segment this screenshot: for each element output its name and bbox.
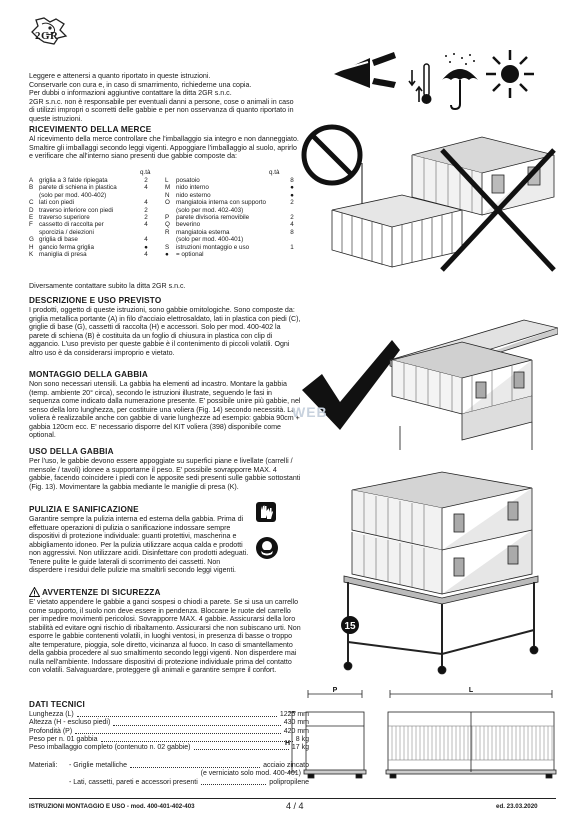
parts-cell: istruzioni montaggio e uso (176, 243, 250, 251)
material-value: acciaio zincato (263, 762, 309, 769)
footer-rule (29, 798, 556, 799)
parts-cell: D (29, 206, 34, 214)
tech-data-row (29, 728, 309, 736)
parts-cell: R (165, 228, 170, 236)
watermark: WEB (292, 404, 328, 420)
parts-table (29, 177, 298, 258)
hanging-prohibited-illustration (292, 115, 558, 285)
material-row: (e verniciato solo mod. 400-401) (200, 770, 301, 778)
section-title-montaggio: MONTAGGIO DELLA GABBIA (29, 370, 149, 379)
parts-row (29, 177, 298, 184)
parts-cell: K (29, 251, 34, 259)
parts-cell: F (29, 221, 33, 229)
parts-cell: nido esterno (176, 191, 211, 199)
parts-cell: O (165, 199, 170, 207)
parts-cell: ● (165, 251, 169, 259)
stacked-cages-trolley-illustration (292, 470, 558, 680)
parts-cell: traverso inferiore con piedi (39, 206, 114, 214)
parts-cell: 8 (290, 177, 294, 184)
dim-h-label: H (285, 740, 291, 747)
parts-cell: 4 (144, 199, 148, 207)
intro-line: Per dubbi o informazioni aggiuntive contattare la ditta 2GR s.n.c. (29, 89, 232, 97)
gloves-icon (256, 502, 276, 522)
tech-key: Altezza (H - escluso piedi) (29, 719, 111, 727)
tech-data-row (29, 744, 309, 752)
dimension-drawings (279, 686, 560, 790)
parts-row (29, 192, 298, 199)
ricevimento-note: Diversamente contattare subito la ditta 2GR s.n.c. (29, 282, 186, 290)
parts-cell: M (165, 184, 171, 192)
parts-row (29, 214, 298, 221)
footer-edition: ed. 23.03.2020 (496, 803, 538, 810)
uso-text: Per l'uso, le gabbie devono essere appoggiate su superfici piane e livellate (carrelli / mensole / tavoli) idonee a supportarne il peso. E' possibile sovrapporre MAX. 4 gabbie, facendo coincidere i piedi con le apposite sedi presenti sulle gabbie sottostanti (Fig. 13). Movimentare la gabbia mediante le maniglie di presa (K). (29, 457, 301, 491)
parts-cell: 2 (144, 177, 148, 184)
avvertenze-text: E' vietato appendere le gabbie a ganci sospesi o chiodi a parete. Se si usa un carrello come supporto, il suolo non deve essere in pendenza. Bloccare le ruote del carrello per impedire movimenti pericolosi. Sovrapporre MAX. 4 gabbie. Assicurarsi della loro stabilità ed evitare ogni rischio di ribaltamento. Assicurarsi che non subiscano urti. Non esporre le gabbie contenenti volatili, in luoghi ventosi, in presenza di basse o troppo alte temperature, pioggia, sole diretto, vicinanza al fuoco. In caso di smantellamento della gabbia procedere al suo smaltimento secondo leggi vigenti. Non disperdere mai nulla nell'ambiente. Indossare dispositivi di protezione individuale prima del contatto con volatili. Salvaguardare, proteggere gli animali e garantire sempre il confort. (29, 598, 301, 674)
parts-cell: mangiatoia esterna (176, 228, 230, 236)
parts-cell: traverso superiore (39, 214, 90, 222)
section-title-pulizia: PULIZIA E SANIFICAZIONE (29, 505, 139, 514)
parts-cell: 2 (290, 214, 294, 222)
parts-cell: 4 (290, 221, 294, 229)
parts-cell: E (29, 214, 34, 222)
parts-cell (29, 229, 39, 236)
parts-cell (141, 229, 151, 236)
tech-data-list (29, 711, 309, 752)
intro-line: Leggere e attenersi a quanto riportato in queste istruzioni. (29, 72, 211, 80)
parts-cell: N (165, 191, 170, 199)
tech-data-row (29, 719, 309, 727)
page-number: 4 / 4 (286, 801, 304, 811)
parts-cell: (solo per mod. 400-402) (39, 191, 107, 199)
shelf-ok-illustration (292, 300, 558, 470)
tech-data-row (29, 736, 309, 744)
parts-cell: parete divisoria removibile (176, 214, 250, 222)
section-title-dati: DATI TECNICI (29, 700, 85, 709)
parts-cell (165, 207, 176, 214)
parts-cell: 2 (144, 214, 148, 222)
parts-cell: posatoio (176, 177, 200, 184)
parts-cell: lati con piedi (39, 199, 75, 207)
parts-cell: griglia a 3 falde ripiegata (39, 177, 108, 184)
footer-doc-title: ISTRUZIONI MONTAGGIO E USO - mod. 400-401-402-403 (29, 803, 195, 810)
parts-row (29, 251, 298, 258)
ricevimento-text: Al ricevimento della merce controllare che l'imballaggio sia integro e non danneggiato. Smaltire gli imballaggi secondo leggi vigenti. Appoggiare l'imballaggio al suolo, aprirlo e verificare che all'interno siano presenti due gabbie composte da: (29, 135, 299, 160)
parts-cell: S (165, 243, 170, 251)
parts-cell: A (29, 177, 34, 184)
parts-cell: beverino (176, 221, 201, 229)
parts-cell: maniglia di presa (39, 251, 87, 259)
parts-cell (29, 192, 39, 199)
parts-cell: 4 (144, 236, 148, 244)
parts-cell: nido interno (176, 184, 209, 192)
tech-value: 1225 mm (279, 711, 309, 718)
parts-cell: 4 (144, 221, 148, 229)
section-title-ricevimento: RICEVIMENTO DELLA MERCE (29, 125, 152, 134)
parts-cell: P (165, 214, 170, 222)
material-key: - Griglie metalliche (69, 762, 127, 769)
intro-text (29, 72, 299, 123)
parts-cell: (solo per mod. 402-403) (176, 206, 244, 214)
section-title-avvertenze: AVVERTENZE DI SICUREZZA (42, 588, 161, 597)
tech-key: Profondità (P) (29, 727, 73, 735)
parts-cell: 4 (144, 184, 148, 192)
section-title-descrizione: DESCRIZIONE E USO PREVISTO (29, 296, 162, 305)
qta-label-right: q.tà (269, 169, 280, 176)
figure-15-label: 15 (344, 621, 356, 632)
tech-value: 17 kg (291, 744, 309, 752)
parts-cell: mangiatoia interna con supporto (176, 199, 266, 207)
parts-cell: griglia di base (39, 236, 78, 244)
parts-cell: cassetto di raccolta per (39, 221, 104, 229)
parts-cell: = optional (176, 251, 204, 259)
parts-cell: 2 (144, 206, 148, 214)
materials-list (29, 762, 309, 787)
parts-cell: gancio ferma griglia (39, 243, 94, 251)
thermometer-icon (408, 62, 438, 106)
parts-cell: 4 (144, 251, 148, 259)
material-key: - Lati, cassetti, pareti e accessori presenti (69, 778, 198, 786)
material-row (29, 762, 309, 770)
section-title-uso: USO DELLA GABBIA (29, 447, 114, 456)
wind-icon (330, 48, 400, 90)
pulizia-text: Garantire sempre la pulizia interna ed esterna della gabbia. Prima di effettuare operazioni di pulizia o sanificazione indossare sempre dispositivi di protezione individuale: guanti protettivi, mascherina e abbigliamento idoneo. Per la pulizia utilizzare acqua calda e prodotti non aggressivi. Non utilizzare acidi. Disinfettare con prodotti adeguati. Tenere pulite le guide laterali di scorrimento dei cassetti. Non disperdere i residui delle pulizie ma smaltirli secondo leggi vigenti. (29, 515, 249, 574)
tech-key: Lunghezza (L) (29, 711, 74, 718)
tech-key: Peso per n. 01 gabbia (29, 735, 98, 743)
tech-data-row (29, 711, 309, 719)
tech-value: 420 mm (283, 727, 309, 735)
descrizione-text: I prodotti, oggetto di queste istruzioni, sono gabbie ornitologiche. Sono composte da: griglia metallica portante (A) in filo d'acciaio elettrosaldato, lati in plastica con piedi (C), griglie di base (G), cassetti di raccolta (H) e accessori. Solo per mod. 400-402 la parete di schiena (B) è costituita da un foglio di chiusura in plastica con clip di aggancio. L'uso previsto per queste gabbie è il contenimento di piccoli volatili. Ogni altro uso è da considerarsi improprio e vietato. (29, 306, 301, 357)
dim-l-label: L (468, 687, 474, 694)
parts-cell: B (29, 184, 34, 192)
parts-cell: H (29, 243, 34, 251)
parts-row (29, 184, 298, 191)
parts-cell: Q (165, 221, 170, 229)
tech-key: Peso imballaggio completo (contenuto n. 02 gabbie) (29, 744, 191, 752)
sun-icon (484, 48, 536, 100)
parts-row (29, 236, 298, 243)
parts-cell: parete di schiena in plastica (39, 184, 117, 192)
parts-row (29, 221, 298, 228)
intro-line: Conservarle con cura e, in caso di smarrimento, richiederne una copia. (29, 80, 252, 89)
parts-row (29, 244, 298, 251)
parts-row (29, 207, 298, 214)
material-row (29, 779, 309, 787)
parts-cell (141, 192, 151, 199)
material-value: polipropilene (269, 778, 309, 786)
parts-cell: 8 (290, 228, 294, 236)
logo-text: 2GR (35, 30, 59, 42)
mask-icon (256, 537, 278, 559)
parts-cell: C (29, 199, 34, 207)
parts-cell: G (29, 236, 34, 244)
parts-cell (165, 236, 176, 243)
parts-cell: sporcizia / deiezioni (39, 228, 94, 236)
parts-row (29, 229, 298, 236)
parts-cell: (solo per mod. 400-401) (176, 236, 244, 244)
parts-row (29, 199, 298, 206)
intro-line: 2GR s.n.c. non è responsabile per eventuali danni a persone, cose o animali in caso di utilizzi impropri o scorretti delle gabbie e per non osservanza di quanto riportato in queste istruzioni. (29, 97, 294, 123)
tech-value: 430 mm (283, 719, 309, 727)
parts-cell: 1 (290, 243, 294, 251)
tech-value: 8 kg (295, 735, 309, 743)
montaggio-text: Non sono necessari utensili. La gabbia ha elementi ad incastro. Montare la gabbia (temp. ambiente 20° circa), secondo le istruzioni illustrate, seguendo le fasi in sequenza come indicato dalla numerazione presente. E' possibile unire più gabbie, nel senso della loro lunghezza, per costituire una voliera (Fig. 14) secondo necessità. La voliera è realizzabile anche con gabbie di varie lunghezze ad esempio: gabbia 90cm + gabbia 120cm ecc. E' necessario disporre del KIT voliera (398) disponibile come optional. (29, 380, 301, 439)
warning-icon (29, 587, 40, 597)
parts-cell: L (165, 177, 169, 184)
umbrella-rain-icon (440, 52, 480, 112)
materials-label: Materiali: (29, 762, 58, 769)
parts-cell: ● (290, 191, 294, 199)
parts-cell: ● (290, 184, 294, 192)
parts-cell: 2 (290, 199, 294, 207)
qta-label-left: q.tà (140, 169, 151, 176)
parts-cell: ● (144, 243, 148, 251)
dim-p-label: P (332, 687, 338, 694)
